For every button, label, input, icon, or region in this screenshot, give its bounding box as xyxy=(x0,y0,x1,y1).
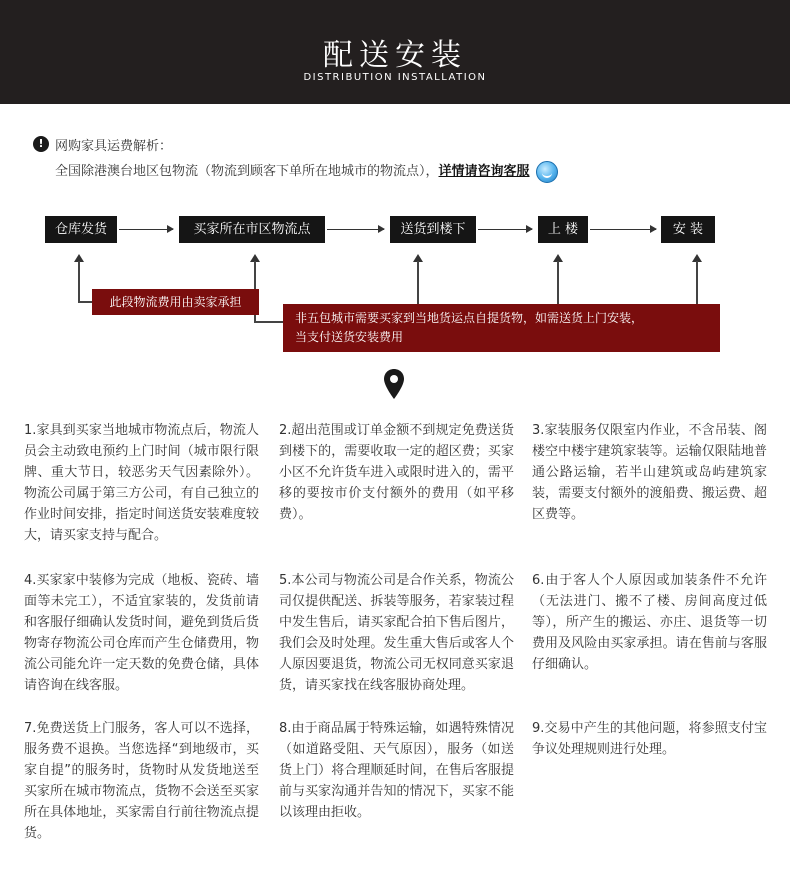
flow-arrow xyxy=(119,229,173,230)
term-item: 8.由于商品属于特殊运输，如遇特殊情况（如道路受阻、天气原因），服务（如送货上门）将合理顺延时间，在售后客服提前与买家沟通并告知的情况下，买家不能以该理由拒收。 xyxy=(279,721,514,820)
notice-body: 全国除港澳台地区包物流（物流到顾客下单所在地城市的物流点）， xyxy=(55,164,439,179)
page-title: 配送安装 xyxy=(323,38,467,73)
flow-step-upstairs: 上 楼 xyxy=(538,216,588,243)
flow-step-downstairs: 送货到楼下 xyxy=(390,216,476,243)
term-item: 7.免费送货上门服务，客人可以不选择，服务费不退换。当您选择“到地级市，买家自提”的服务时，货物时从发货地送至买家所在城市物流点，货物不会送至买家所在具体地址，买家需自行前往物流点提货。 xyxy=(24,721,259,841)
term-item: 9.交易中产生的其他问题，将参照支付宝争议处理规则进行处理。 xyxy=(532,721,767,757)
notice-title: 网购家具运费解析： xyxy=(55,139,173,154)
flow-step-warehouse: 仓库发货 xyxy=(45,216,117,243)
flow-step-city-logistics: 买家所在市区物流点 xyxy=(179,216,325,243)
term-item: 4.买家家中装修为完成（地板、瓷砖、墙面等未完工），不适宜家装的，发货前请和客服仔细确认发货时间，避免到货后货物寄存物流公司仓库而产生仓储费用，物流公司能允许一定天数的免费仓储，具体请咨询在线客服。 xyxy=(24,573,259,693)
term-item: 5.本公司与物流公司是合作关系，物流公司仅提供配送、拆装等服务，若家装过程中发生售后，请买家配合拍下售后图片，我们会及时处理。发生重大售后或客人个人原因要退货，物流公司无权同意买家退货，请买家找在线客服协商处理。 xyxy=(279,573,514,693)
flow-step-install: 安 装 xyxy=(661,216,715,243)
flow-arrow xyxy=(327,229,384,230)
flow-arrow xyxy=(478,229,532,230)
page-header xyxy=(0,0,790,104)
term-item: 6.由于客人个人原因或加装条件不允许（无法进门、搬不了楼、房间高度过低等），所产生的搬运、亦庄、退货等一切费用及风险由买家承担。请在售前与客服仔细确认。 xyxy=(532,573,767,672)
customer-service-link[interactable]: 详情请咨询客服 xyxy=(438,164,530,179)
term-item: 3.家装服务仅限室内作业，不含吊装、阁楼空中楼宇建筑家装等。运输仅限陆地普通公路运输，若半山建筑或岛屿建筑家装，需要支付额外的渡船费、搬运费、超区费等。 xyxy=(532,423,767,522)
term-item: 1.家具到买家当地城市物流点后，物流人员会主动致电预约上门时间（城市限行限牌、重大节日，较恶劣天气因素除外）。物流公司属于第三方公司，有自己独立的作业时间安排，指定时间送货安装难度较大，请买家支持与配合。 xyxy=(24,423,259,543)
exclamation-icon: ! xyxy=(33,136,49,152)
buyer-note-line1: 非五包城市需要买家到当地货运点自提货物，如需送货上门安装， xyxy=(295,311,644,325)
term-item: 2.超出范围或订单金额不到规定免费送货到楼下的，需要收取一定的超区费；买家小区不允许货车进入或限时进入的，需平移的要按市价支付额外的费用（如平移费）。 xyxy=(279,423,514,522)
seller-cost-note: 此段物流费用由卖家承担 xyxy=(92,289,259,315)
notice-text xyxy=(55,160,558,183)
flow-arrow xyxy=(590,229,656,230)
customer-service-icon[interactable] xyxy=(536,161,558,183)
buyer-note-line2: 当支付送货安装费用 xyxy=(295,330,404,344)
location-pin-icon xyxy=(383,368,405,400)
page-subtitle: DISTRIBUTION INSTALLATION xyxy=(303,72,487,83)
buyer-cost-note xyxy=(283,304,720,352)
